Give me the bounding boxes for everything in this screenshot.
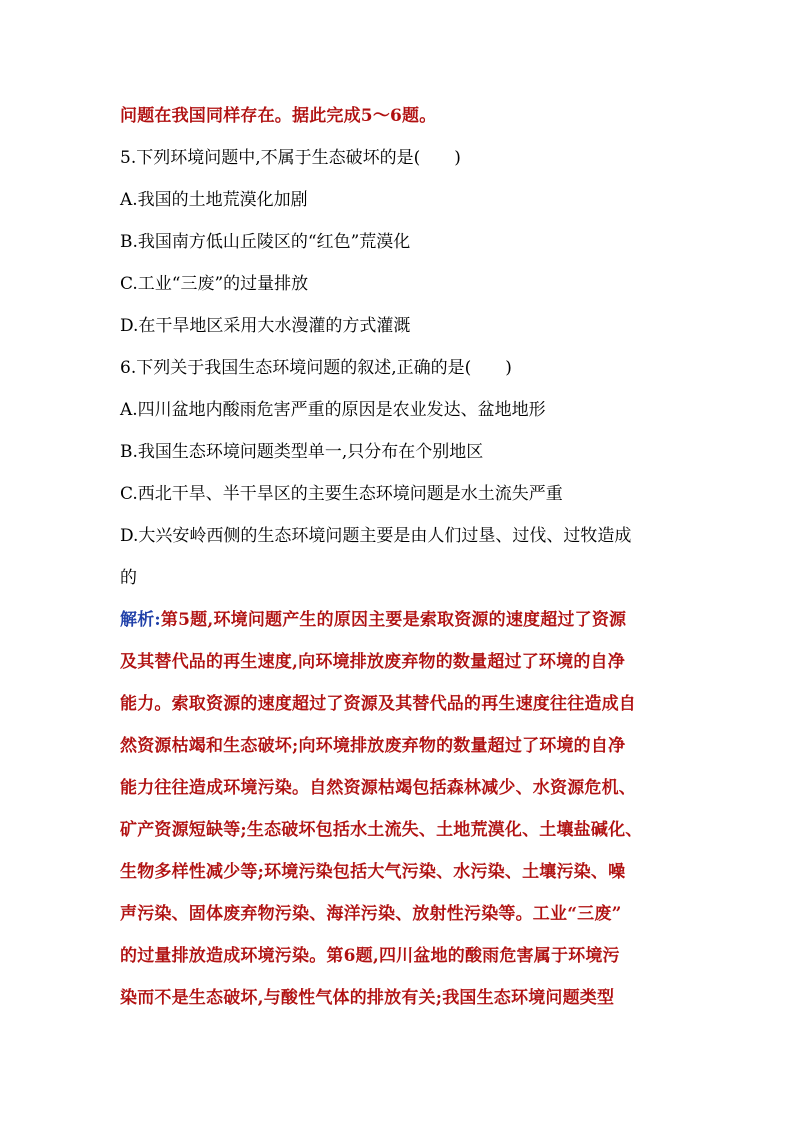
analysis-line-1 <box>120 608 680 632</box>
analysis-line-9: 的过量排放造成环境污染。第6题,四川盆地的酸雨危害属于环境污 <box>120 946 620 966</box>
analysis-line-6: 矿产资源短缺等;生态破坏包括水土流失、土地荒漠化、土壤盐碱化、 <box>120 820 643 840</box>
analysis-line-4: 然资源枯竭和生态破坏;向环境排放废弃物的数量超过了环境的自净 <box>120 736 626 756</box>
question-6-stem: 6.下列关于我国生态环境问题的叙述,正确的是( ) <box>120 358 512 378</box>
question-6-option-d: D.大兴安岭西侧的生态环境问题主要是由人们过垦、过伐、过牧造成 <box>120 526 632 546</box>
analysis-line-7: 生物多样性减少等;环境污染包括大气污染、水污染、土壤污染、噪 <box>120 862 626 882</box>
analysis-line-2: 及其替代品的再生速度,向环境排放废弃物的数量超过了环境的自净 <box>120 652 625 672</box>
question-5-option-c: C.工业“三废”的过量排放 <box>120 274 309 294</box>
analysis-line-10: 染而不是生态破坏,与酸性气体的排放有关;我国生态环境问题类型 <box>120 988 615 1008</box>
question-5-option-d: D.在干旱地区采用大水漫灌的方式灌溉 <box>120 316 411 336</box>
analysis-line-5: 能力往往造成环境污染。自然资源枯竭包括森林减少、水资源危机、 <box>120 778 636 798</box>
analysis-text: 第5题,环境问题产生的原因主要是索取资源的速度超过了资源 <box>160 610 627 630</box>
question-5-stem: 5.下列环境问题中,不属于生态破坏的是( ) <box>120 148 461 168</box>
intro-text: 问题在我国同样存在。据此完成5～6题。 <box>120 106 437 126</box>
analysis-line-8: 声污染、固体废弃物污染、海洋污染、放射性污染等。工业“三废” <box>120 904 622 924</box>
analysis-label: 解析: <box>120 610 161 630</box>
question-5-option-b: B.我国南方低山丘陵区的“红色”荒漠化 <box>120 232 411 252</box>
question-6-option-c: C.西北干旱、半干旱区的主要生态环境问题是水土流失严重 <box>120 484 563 504</box>
question-6-option-d-continued: 的 <box>120 568 137 588</box>
question-6-option-b: B.我国生态环境问题类型单一,只分布在个别地区 <box>120 442 484 462</box>
question-5-option-a: A.我国的土地荒漠化加剧 <box>120 190 308 210</box>
question-6-option-a: A.四川盆地内酸雨危害严重的原因是农业发达、盆地地形 <box>120 400 546 420</box>
analysis-line-3: 能力。索取资源的速度超过了资源及其替代品的再生速度往往造成自 <box>120 694 636 714</box>
